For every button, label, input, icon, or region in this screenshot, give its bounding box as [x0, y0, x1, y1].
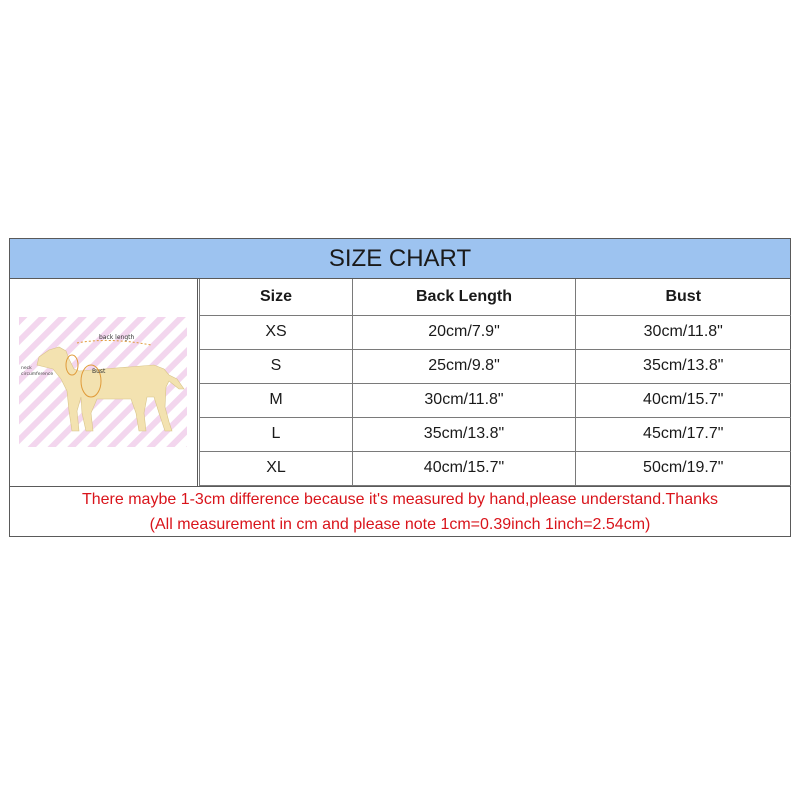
bust-cell: 30cm/11.8"	[576, 315, 791, 349]
table-row	[200, 417, 791, 451]
svg-text:circumference: circumference	[21, 372, 54, 377]
size-cell: S	[200, 349, 353, 383]
size-chart-title: SIZE CHART	[10, 239, 790, 279]
dog-diagram-cell	[10, 279, 198, 486]
size-table	[199, 279, 791, 486]
back-length-cell: 25cm/9.8"	[353, 349, 576, 383]
table-row	[200, 349, 791, 383]
svg-text:back length: back length	[99, 334, 135, 341]
dog-measurement-diagram	[19, 317, 187, 447]
size-cell: XL	[200, 451, 353, 485]
table-header-row	[200, 279, 791, 315]
back-length-cell: 40cm/15.7"	[353, 451, 576, 485]
column-header-size: Size	[200, 279, 353, 315]
table-row	[200, 451, 791, 485]
svg-text:neck: neck	[21, 366, 32, 371]
bust-cell: 50cm/19.7"	[576, 451, 791, 485]
table-row	[200, 315, 791, 349]
difference-note: There maybe 1-3cm difference because it's measured by hand,please understand.Thanks	[81, 491, 718, 508]
column-header-bust: Bust	[576, 279, 791, 315]
bust-cell: 45cm/17.7"	[576, 417, 791, 451]
conversion-note: (All measurement in cm and please note 1cm=0.39inch 1inch=2.54cm)	[149, 516, 651, 533]
back-length-cell: 30cm/11.8"	[353, 383, 576, 417]
size-cell: XS	[200, 315, 353, 349]
back-length-cell: 20cm/7.9"	[353, 315, 576, 349]
size-cell: L	[200, 417, 353, 451]
bust-cell: 40cm/15.7"	[576, 383, 791, 417]
bust-cell: 35cm/13.8"	[576, 349, 791, 383]
measurement-notes	[10, 486, 790, 536]
table-row	[200, 383, 791, 417]
back-length-cell: 35cm/13.8"	[353, 417, 576, 451]
size-cell: M	[200, 383, 353, 417]
column-header-back-length: Back Length	[353, 279, 576, 315]
size-chart	[9, 238, 791, 537]
svg-text:Bust: Bust	[92, 368, 106, 375]
